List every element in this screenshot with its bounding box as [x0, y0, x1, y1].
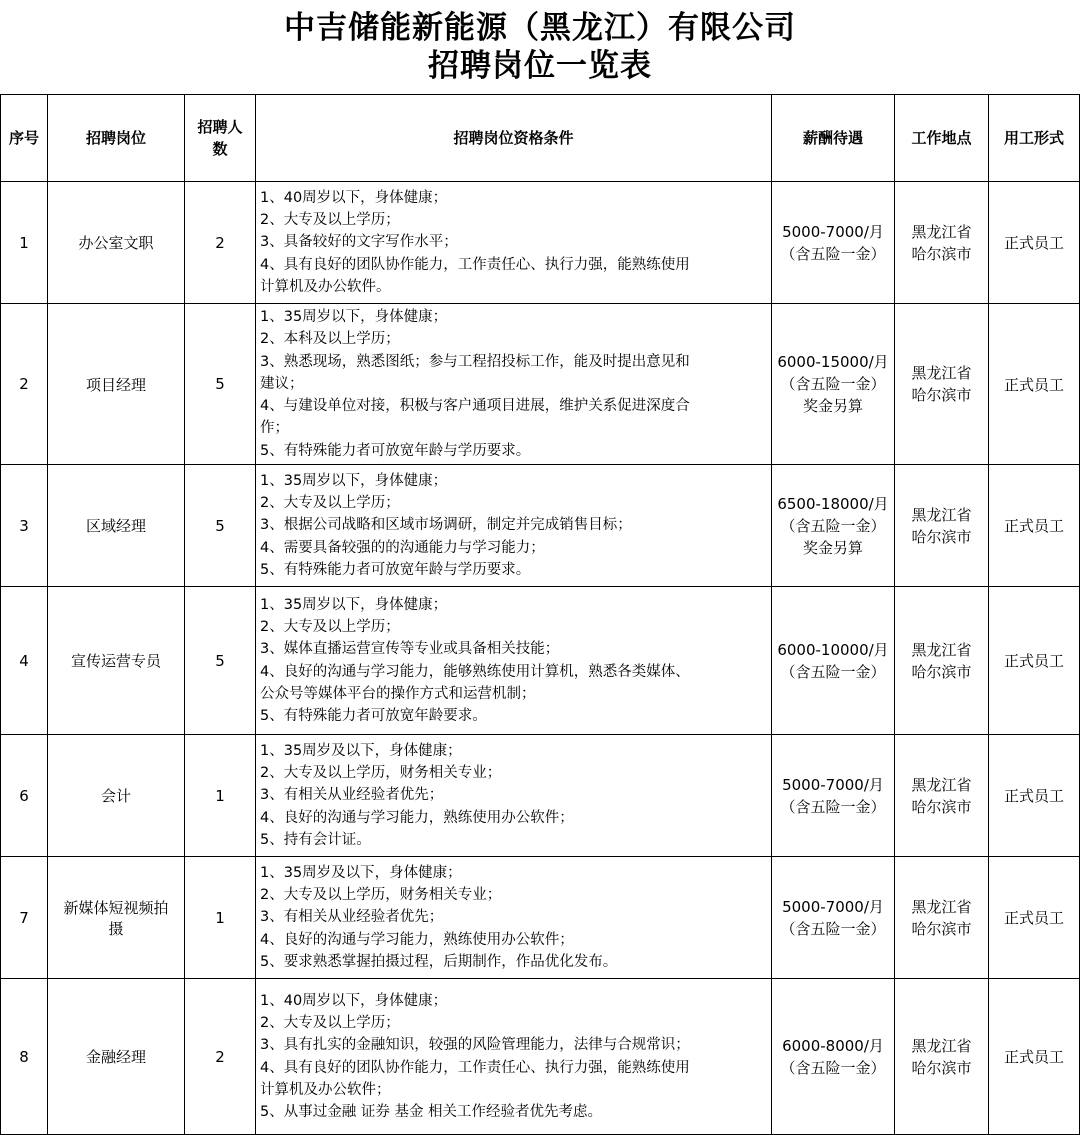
cell-location: [895, 857, 989, 979]
table-row: [1, 182, 1080, 304]
cell-location-line: 黑龙江省: [911, 1036, 972, 1055]
table-row: [1, 587, 1080, 735]
cell-requirements-line: 计算机及办公软件；: [260, 1081, 391, 1098]
cell-salary-line: （含五险一金）: [780, 516, 886, 535]
cell-requirements-line: 4、良好的沟通与学习能力，熟练使用办公软件；: [260, 809, 574, 826]
cell-count: 5: [185, 304, 256, 465]
cell-no: 2: [1, 304, 48, 465]
cell-location-line: 哈尔滨市: [911, 386, 972, 405]
cell-salary-line: （含五险一金）: [780, 662, 886, 681]
cell-salary: [772, 304, 895, 465]
cell-requirements: [256, 587, 772, 735]
cell-count: 5: [185, 587, 256, 735]
cell-no: 6: [1, 735, 48, 857]
recruitment-table: [0, 94, 1080, 1135]
cell-location-line: 黑龙江省: [911, 364, 972, 383]
cell-salary-line: 6000-15000/月: [777, 353, 889, 372]
cell-requirements-line: 3、根据公司战略和区域市场调研，制定并完成销售目标；: [260, 517, 632, 534]
cell-salary-line: 6500-18000/月: [777, 494, 889, 513]
cell-requirements: [256, 465, 772, 587]
cell-location: [895, 182, 989, 304]
cell-requirements-line: 计算机及办公软件。: [260, 278, 391, 295]
table-title: 招聘岗位一览表: [428, 48, 652, 84]
cell-location: [895, 979, 989, 1135]
cell-location-line: 哈尔滨市: [911, 244, 972, 263]
cell-position: 新媒体短视频拍摄: [48, 857, 185, 979]
header-count: [185, 95, 256, 182]
header-employment: 用工形式: [989, 95, 1080, 182]
cell-count: 1: [185, 735, 256, 857]
cell-requirements-line: 1、40周岁以下，身体健康；: [260, 992, 448, 1009]
cell-requirements: [256, 857, 772, 979]
cell-requirements-line: 3、具有扎实的金融知识，较强的风险管理能力，法律与合规常识；: [260, 1037, 690, 1054]
cell-salary-line: 奖金另算: [802, 538, 863, 557]
cell-salary-line: （含五险一金）: [780, 1058, 886, 1077]
cell-count: 2: [185, 979, 256, 1135]
cell-count: 5: [185, 465, 256, 587]
cell-requirements-line: 2、大专及以上学历；: [260, 212, 400, 229]
company-title: 中吉储能新能源（黑龙江）有限公司: [284, 10, 796, 46]
cell-requirements-line: 4、良好的沟通与学习能力，能够熟练使用计算机，熟悉各类媒体、: [260, 663, 690, 680]
cell-requirements-line: 3、熟悉现场，熟悉图纸；参与工程招投标工作，能及时提出意见和: [260, 353, 690, 370]
cell-location-line: 黑龙江省: [911, 222, 972, 241]
cell-salary-line: （含五险一金）: [780, 919, 886, 938]
cell-no: 3: [1, 465, 48, 587]
cell-employment: 正式员工: [989, 587, 1080, 735]
header-count-line1: 招聘人: [197, 118, 243, 136]
cell-salary-line: 奖金另算: [802, 397, 863, 416]
cell-location-line: 哈尔滨市: [911, 527, 972, 546]
cell-location: [895, 587, 989, 735]
cell-requirements-line: 1、35周岁以下，身体健康；: [260, 596, 448, 613]
cell-requirements-line: 2、大专及以上学历，财务相关专业；: [260, 887, 502, 904]
cell-requirements-line: 建议；: [260, 375, 304, 392]
cell-requirements-line: 5、有特殊能力者可放宽年龄要求。: [260, 708, 487, 725]
cell-requirements-line: 2、大专及以上学历；: [260, 618, 400, 635]
cell-requirements-line: 2、本科及以上学历；: [260, 331, 400, 348]
cell-location-line: 黑龙江省: [911, 640, 972, 659]
cell-requirements-line: 2、大专及以上学历；: [260, 1014, 400, 1031]
cell-position: 办公室文职: [48, 182, 185, 304]
cell-no: 4: [1, 587, 48, 735]
cell-salary: [772, 587, 895, 735]
cell-salary: [772, 735, 895, 857]
cell-requirements: [256, 304, 772, 465]
cell-requirements-line: 3、有相关从业经验者优先；: [260, 909, 444, 926]
cell-no: 1: [1, 182, 48, 304]
header-location: 工作地点: [895, 95, 989, 182]
cell-requirements: [256, 735, 772, 857]
cell-location: [895, 735, 989, 857]
cell-location-line: 黑龙江省: [911, 505, 972, 524]
cell-salary-line: 5000-7000/月: [782, 897, 884, 916]
cell-location: [895, 465, 989, 587]
header-requirements: 招聘岗位资格条件: [256, 95, 772, 182]
cell-employment: 正式员工: [989, 304, 1080, 465]
cell-count: 2: [185, 182, 256, 304]
cell-position: 金融经理: [48, 979, 185, 1135]
cell-position: 项目经理: [48, 304, 185, 465]
cell-requirements-line: 1、40周岁以下，身体健康；: [260, 189, 448, 206]
cell-count: 1: [185, 857, 256, 979]
header-salary: 薪酬待遇: [772, 95, 895, 182]
cell-requirements-line: 5、持有会计证。: [260, 832, 371, 849]
header-row: [1, 95, 1080, 182]
cell-location-line: 哈尔滨市: [911, 1058, 972, 1077]
cell-position: 区域经理: [48, 465, 185, 587]
cell-salary: [772, 465, 895, 587]
cell-requirements-line: 1、35周岁及以下，身体健康；: [260, 864, 462, 881]
cell-requirements-line: 1、35周岁以下，身体健康；: [260, 309, 448, 325]
cell-requirements-line: 5、有特殊能力者可放宽年龄与学历要求。: [260, 442, 531, 459]
cell-salary: [772, 857, 895, 979]
cell-requirements-line: 4、具有良好的团队协作能力，工作责任心、执行力强，能熟练使用: [260, 256, 690, 273]
cell-employment: 正式员工: [989, 979, 1080, 1135]
cell-salary-line: 5000-7000/月: [782, 222, 884, 241]
cell-requirements-line: 5、有特殊能力者可放宽年龄与学历要求。: [260, 562, 531, 579]
cell-location-line: 黑龙江省: [911, 775, 972, 794]
cell-requirements-line: 5、要求熟悉掌握拍摄过程，后期制作，作品优化发布。: [260, 954, 618, 971]
cell-no: 8: [1, 979, 48, 1135]
cell-requirements: [256, 979, 772, 1135]
cell-requirements-line: 公众号等媒体平台的操作方式和运营机制；: [260, 685, 536, 702]
cell-salary-line: （含五险一金）: [780, 244, 886, 263]
header-position: 招聘岗位: [48, 95, 185, 182]
table-body: [1, 182, 1080, 1135]
cell-requirements-line: 5、从事过金融 证券 基金 相关工作经验者优先考虑。: [260, 1104, 603, 1121]
cell-salary-line: 6000-8000/月: [782, 1036, 884, 1055]
cell-employment: 正式员工: [989, 465, 1080, 587]
header-no: 序号: [1, 95, 48, 182]
cell-employment: 正式员工: [989, 857, 1080, 979]
table-row: [1, 304, 1080, 465]
cell-employment: 正式员工: [989, 182, 1080, 304]
cell-no: 7: [1, 857, 48, 979]
cell-requirements-line: 作；: [260, 420, 289, 437]
cell-employment: 正式员工: [989, 735, 1080, 857]
cell-location-line: 哈尔滨市: [911, 797, 972, 816]
table-row: [1, 979, 1080, 1135]
cell-location: [895, 304, 989, 465]
cell-location-line: 黑龙江省: [911, 897, 972, 916]
cell-location-line: 哈尔滨市: [911, 919, 972, 938]
cell-requirements-line: 2、大专及以上学历，财务相关专业；: [260, 765, 502, 782]
table-row: [1, 465, 1080, 587]
cell-requirements-line: 3、媒体直播运营宣传等专业或具备相关技能；: [260, 641, 560, 658]
cell-salary: [772, 979, 895, 1135]
cell-requirements-line: 4、良好的沟通与学习能力，熟练使用办公软件；: [260, 931, 574, 948]
cell-requirements: [256, 182, 772, 304]
cell-requirements-line: 4、与建设单位对接，积极与客户通项目进展，维护关系促进深度合: [260, 398, 690, 415]
cell-requirements-line: 3、有相关从业经验者优先；: [260, 787, 444, 804]
cell-requirements-line: 3、具备较好的文字写作水平；: [260, 234, 458, 251]
cell-position: 会计: [48, 735, 185, 857]
table-row: [1, 857, 1080, 979]
cell-requirements-line: 1、35周岁及以下，身体健康；: [260, 742, 462, 759]
cell-salary-line: 6000-10000/月: [777, 640, 889, 659]
cell-position: 宣传运营专员: [48, 587, 185, 735]
table-row: [1, 735, 1080, 857]
header-count-line2: 数: [212, 140, 228, 158]
cell-salary-line: （含五险一金）: [780, 797, 886, 816]
title-area: [0, 0, 1080, 94]
cell-salary: [772, 182, 895, 304]
cell-requirements-line: 1、35周岁以下，身体健康；: [260, 472, 448, 489]
cell-location-line: 哈尔滨市: [911, 662, 972, 681]
cell-salary-line: 5000-7000/月: [782, 775, 884, 794]
cell-requirements-line: 4、具有良好的团队协作能力，工作责任心、执行力强，能熟练使用: [260, 1059, 690, 1076]
cell-requirements-line: 2、大专及以上学历；: [260, 495, 400, 512]
cell-requirements-line: 4、需要具备较强的的沟通能力与学习能力；: [260, 539, 545, 556]
cell-salary-line: （含五险一金）: [780, 375, 886, 394]
